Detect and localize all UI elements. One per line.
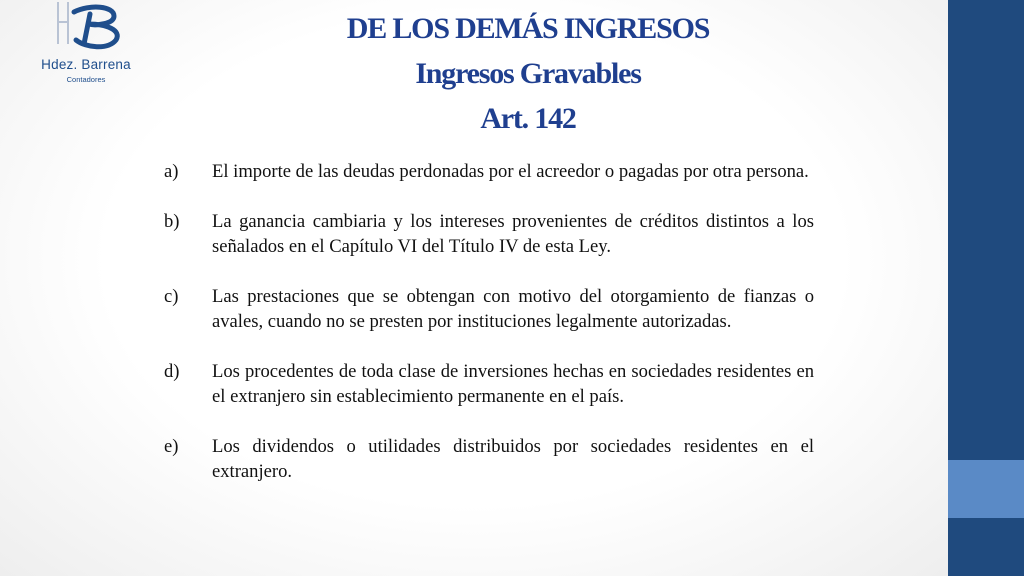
list-item-text: Los procedentes de toda clase de inversiones hechas en sociedades residentes en el extranjero sin establecimiento permanente en el país. xyxy=(212,361,814,407)
list-marker: e) xyxy=(164,436,179,457)
list-item xyxy=(164,159,814,184)
logo-monogram-icon xyxy=(30,0,142,60)
list-item xyxy=(164,434,814,484)
list-item-text: Las prestaciones que se obtengan con motivo del otorgamiento de fianzas o avales, cuando no se presten por instituciones legalmente autorizadas. xyxy=(212,286,814,332)
slide-title xyxy=(300,6,756,141)
list-item xyxy=(164,209,814,259)
list-item-text: El importe de las deudas perdonadas por el acreedor o pagadas por otra persona. xyxy=(212,161,809,182)
company-logo xyxy=(30,0,142,90)
title-line-2: Ingresos Gravables xyxy=(415,57,641,90)
title-line-3: Art. 142 xyxy=(480,102,576,135)
list-item-text: Los dividendos o utilidades distribuidos por sociedades residentes en el extranjero. xyxy=(212,436,814,482)
list-item-text: La ganancia cambiaria y los intereses provenientes de créditos distintos a los señalados en el Capítulo VI del Título IV de esta Ley. xyxy=(212,211,814,257)
logo-subtitle: Contadores xyxy=(66,75,106,84)
list-marker: a) xyxy=(164,161,179,182)
list-item xyxy=(164,284,814,334)
logo-name: Hdez. Barrena xyxy=(41,57,131,72)
income-list xyxy=(164,159,814,509)
list-item xyxy=(164,359,814,409)
title-line-1: DE LOS DEMÁS INGRESOS xyxy=(346,12,710,45)
decorative-sidebar-accent xyxy=(948,460,1024,518)
list-marker: b) xyxy=(164,211,180,232)
list-marker: d) xyxy=(164,361,180,382)
list-marker: c) xyxy=(164,286,179,307)
